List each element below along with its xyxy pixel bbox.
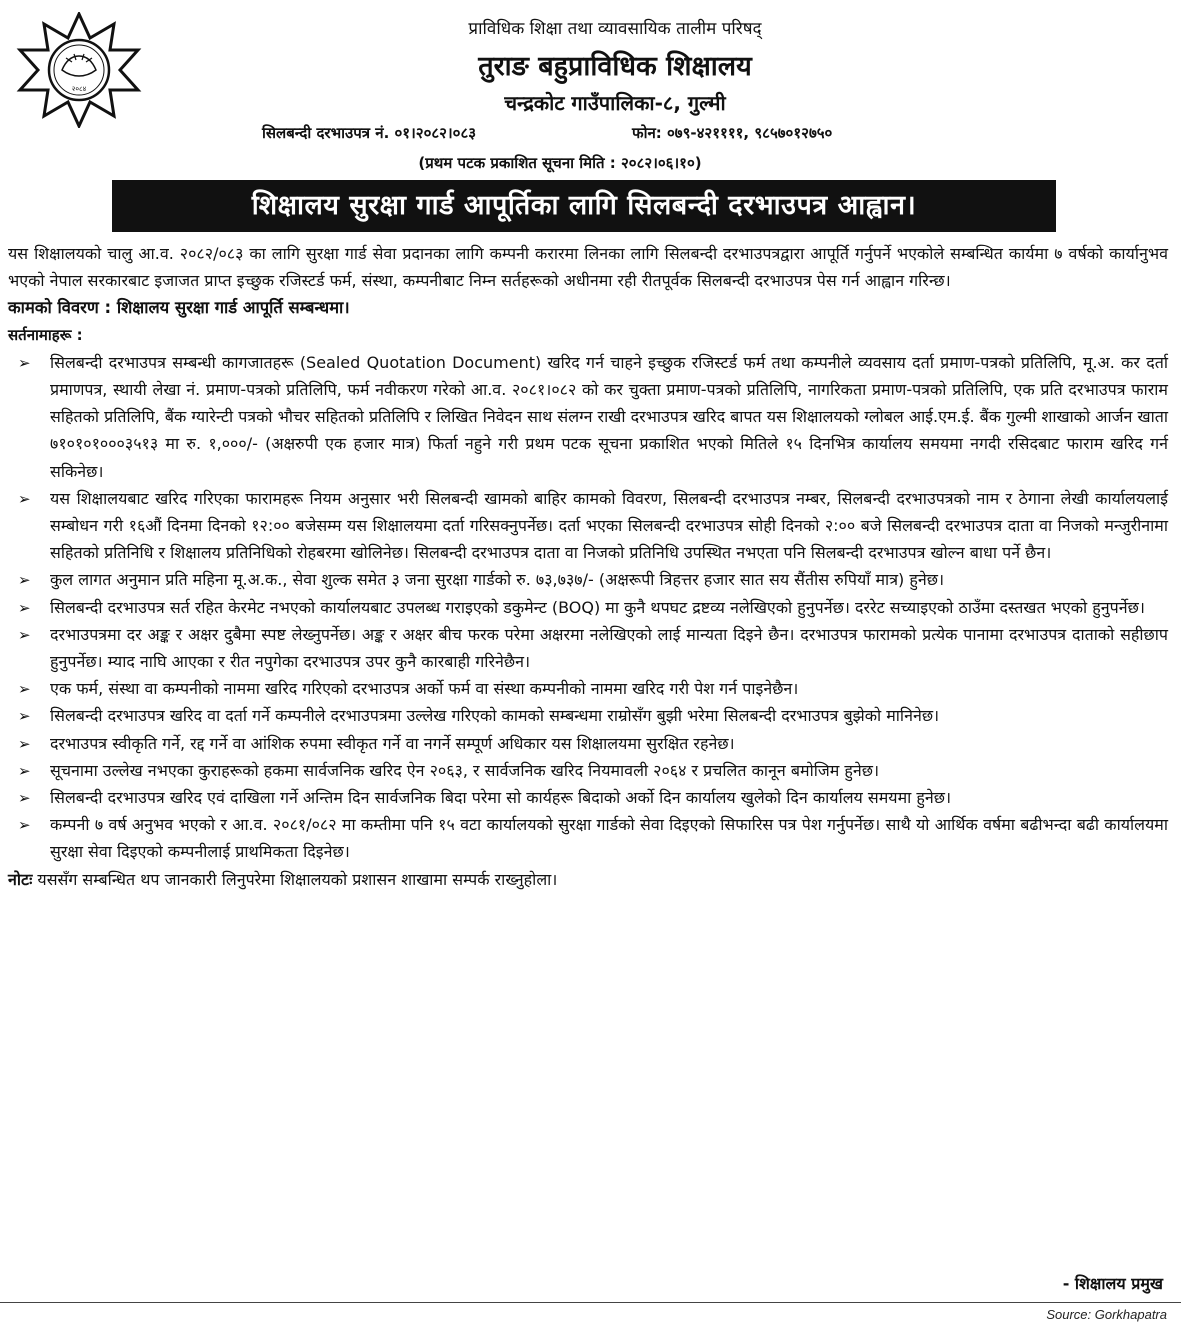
arrow-bullet-icon: ➢: [18, 680, 31, 699]
term-text: सूचनामा उल्लेख नभएका कुराहरूको हकमा सार्वजनिक खरिद ऐन २०६३, र सार्वजनिक खरिद नियमावली २०६४ र प्रचलित कानून बमोजिम हुनेछ।: [50, 760, 880, 780]
arrow-bullet-icon: ➢: [18, 707, 31, 726]
arrow-bullet-icon: ➢: [18, 816, 31, 835]
list-item: [8, 811, 1168, 865]
published-date: (प्रथम पटक प्रकाशित सूचना मिति : २०८२।०६।१०): [418, 154, 702, 172]
arrow-bullet-icon: ➢: [18, 353, 31, 372]
term-text: सिलबन्दी दरभाउपत्र खरिद एवं दाखिला गर्ने अन्तिम दिन सार्वजनिक बिदा परेमा सो कार्यहरू बिदाको अर्को दिन कार्यालय खुलेको दिन कार्यालय समयमा हुनेछ।: [50, 788, 952, 808]
work-subject: कामको विवरण : शिक्षालय सुरक्षा गार्ड आपूर्ति सम्बन्धमा।: [8, 298, 350, 318]
arrow-bullet-icon: ➢: [18, 625, 31, 644]
term-text: सिलबन्दी दरभाउपत्र सर्त रहित केरमेट नभएको कार्यालयबाट उपलब्ध गराइएको डकुमेन्ट (BOQ) मा कुनै थपघट द्रष्टव्य नलेखिएको हुनुपर्नेछ। दररेट सच्याइएको ठाउँमा दस्तखत भएको हुनुपर्नेछ।: [50, 597, 1145, 617]
school-address: चन्द्रकोट गाउँपालिका-८, गुल्मी: [504, 91, 726, 115]
source-credit: Source: Gorkhapatra: [1046, 1307, 1167, 1322]
term-text: दरभाउपत्र स्वीकृति गर्ने, रद्द गर्ने वा आंशिक रुपमा स्वीकृत गर्ने वा नगर्ने सम्पूर्ण अधिकार यस शिक्षालयमा सुरक्षित रहनेछ।: [50, 733, 735, 753]
term-text: कम्पनी ७ वर्ष अनुभव भएको र आ.व. २०८१/०८२ मा कम्तीमा पनि १५ वटा कार्यालयको सुरक्षा गार्डको सेवा दिइएको सिफारिस पत्र पेश गर्नुपर्नेछ। साथै यो आर्थिक वर्षमा बढीभन्दा बढी कार्यालयमा सुरक्षा सेवा दिइएको कम्पनीलाई प्राथमिकता दिइनेछ।: [50, 815, 1168, 862]
note-text: यससँग सम्बन्धित थप जानकारी लिनुपरेमा शिक्षालयको प्रशासन शाखामा सम्पर्क राख्नुहोला।: [37, 869, 558, 889]
arrow-bullet-icon: ➢: [18, 598, 31, 617]
notice-body: [8, 240, 1168, 893]
list-item: [8, 485, 1168, 567]
list-item: [8, 730, 1168, 757]
note-line: [8, 866, 1168, 893]
list-item: [8, 702, 1168, 729]
signature: - शिक्षालय प्रमुख: [1062, 1274, 1163, 1293]
arrow-bullet-icon: ➢: [18, 761, 31, 780]
emblem-year: २०८४: [71, 85, 87, 93]
phone-number: फोन: ०७९-४२११११, ९८५७०१२७५०: [632, 124, 833, 142]
terms-list: [8, 349, 1168, 866]
intro-paragraph: यस शिक्षालयको चालु आ.व. २०८२/०८३ का लागि सुरक्षा गार्ड सेवा प्रदानका लागि कम्पनी करारमा लिनका लागि सिलबन्दी दरभाउपत्रद्वारा आपूर्ति गर्नुपर्ने भएकोले सम्बन्धित कार्यमा ७ वर्षको कार्यानुभव भएको नेपाल सरकारबाट इजाजत प्राप्त इच्छुक रजिस्टर्ड फर्म, संस्था, कम्पनीबाट निम्न सर्तहरूको अधीनमा रही रीतपूर्वक सिलबन्दी दरभाउपत्र पेस गर्न आह्वान गरिन्छ।: [8, 244, 1168, 291]
term-text: सिलबन्दी दरभाउपत्र सम्बन्धी कागजातहरू (Sealed Quotation Document) खरिद गर्न चाहने इच्छुक रजिस्टर्ड फर्म तथा कम्पनीले व्यवसाय दर्ता प्रमाण-पत्रको प्रतिलिपि, मू.अ. कर दर्ता प्रमाणपत्र, स्थायी लेखा नं. प्रमाण-पत्रको प्रतिलिपि, फर्म नवीकरण गरेको आ.व. २०८१।०८२ को कर चुक्ता प्रमाण-पत्रको प्रतिलिपि, नागरिकता प्रमाण-पत्रको प्रतिलिपि, एक प्रति दरभाउपत्र फाराम सहितको प्रतिलिपि, बैंक ग्यारेन्टी पत्रको भौचर सहितको प्रतिलिपि र लिखित निवेदन साथ संलग्न राखी दरभाउपत्र खरिद बापत यस शिक्षालयको ग्लोबल आई.एम.ई. बैंक गुल्मी शाखाको आर्जन खाता ७१०१०१०००३५१३ मा रु. १,०००/- (अक्षरुपी एक हजार मात्र) फिर्ता नहुने गरी प्रथम पटक सूचना प्रकाशित भएको मितिले १५ दिनभित्र कार्यालय समयमा नगदी रसिदबाट फाराम खरिद गर्न सकिनेछ।: [50, 352, 1168, 481]
arrow-bullet-icon: ➢: [18, 571, 31, 590]
nepal-emblem-icon: [14, 12, 144, 128]
list-item: [8, 621, 1168, 675]
term-text: एक फर्म, संस्था वा कम्पनीको नाममा खरिद गरिएको दरभाउपत्र अर्को फर्म वा संस्था कम्पनीको नाममा खरिद गरी पेश गर्न पाइनेछैन।: [50, 679, 799, 699]
list-item: [8, 349, 1168, 485]
terms-heading: सर्तनामाहरू :: [8, 325, 83, 344]
notice-title: शिक्षालय सुरक्षा गार्ड आपूर्तिका लागि सिलबन्दी दरभाउपत्र आह्वान।: [112, 180, 1056, 232]
arrow-bullet-icon: ➢: [18, 789, 31, 808]
list-item: [8, 784, 1168, 811]
list-item: [8, 675, 1168, 702]
term-text: दरभाउपत्रमा दर अङ्क र अक्षर दुबैमा स्पष्ट लेख्नुपर्नेछ। अङ्क र अक्षर बीच फरक परेमा अक्षरमा नलेखिएको लाई मान्यता दिइने छैन। दरभाउपत्र फारामको प्रत्येक पानामा दरभाउपत्र दाताको सहीछाप हुनुपर्नेछ। म्याद नाघि आएका र रीत नपुगेका दरभाउपत्र उपर कुनै कारबाही गरिनेछैन।: [50, 624, 1168, 672]
list-item: [8, 757, 1168, 784]
term-text: कुल लागत अनुमान प्रति महिना मू.अ.क., सेवा शुल्क समेत ३ जना सुरक्षा गार्डको रु. ७३,७३७/- (अक्षरूपी त्रिहत्तर हजार सात सय सैंतीस रुपियाँ मात्र) हुनेछ।: [50, 570, 945, 590]
school-name: तुराङ बहुप्राविधिक शिक्षालय: [478, 51, 752, 82]
arrow-bullet-icon: ➢: [18, 734, 31, 753]
term-text: सिलबन्दी दरभाउपत्र खरिद वा दर्ता गर्ने कम्पनीले दरभाउपत्रमा उल्लेख गरिएको कामको सम्बन्धमा राम्रोसँग बुझी भरेमा सिलबन्दी दरभाउपत्र बुझेको मानिनेछ।: [50, 706, 940, 726]
list-item: [8, 594, 1168, 621]
arrow-bullet-icon: ➢: [18, 489, 31, 508]
list-item: [8, 566, 1168, 593]
term-text: यस शिक्षालयबाट खरिद गरिएका फारामहरू नियम अनुसार भरी सिलबन्दी खामको बाहिर कामको विवरण, सिलबन्दी दरभाउपत्र नम्बर, सिलबन्दी दरभाउपत्रको नाम र ठेगाना लेखी कार्यालयलाई सम्बोधन गरी १६औं दिनमा दिनको १२:०० बजेसम्म यस शिक्षालयमा दर्ता गरिसक्नुपर्नेछ। दर्ता भएका सिलबन्दी दरभाउपत्र सोही दिनको २:०० बजे सिलबन्दी दरभाउपत्र दाता वा निजको मन्जुरीनामा सहितको प्रतिनिधि र शिक्षालय प्रतिनिधिको रोहबरमा खोलिनेछ। सिलबन्दी दरभाउपत्र दाता वा निजको प्रतिनिधि उपस्थित नभएता पनि सिलबन्दी दरभाउपत्र खोल्न बाधा पर्ने छैन।: [50, 488, 1168, 563]
quotation-number: सिलबन्दी दरभाउपत्र नं. ०१।२०८२।०८३: [262, 124, 477, 142]
divider: [0, 1302, 1181, 1303]
note-label: नोटः: [8, 869, 33, 889]
council-name: प्राविधिक शिक्षा तथा व्यावसायिक तालीम परिषद्: [468, 19, 762, 39]
